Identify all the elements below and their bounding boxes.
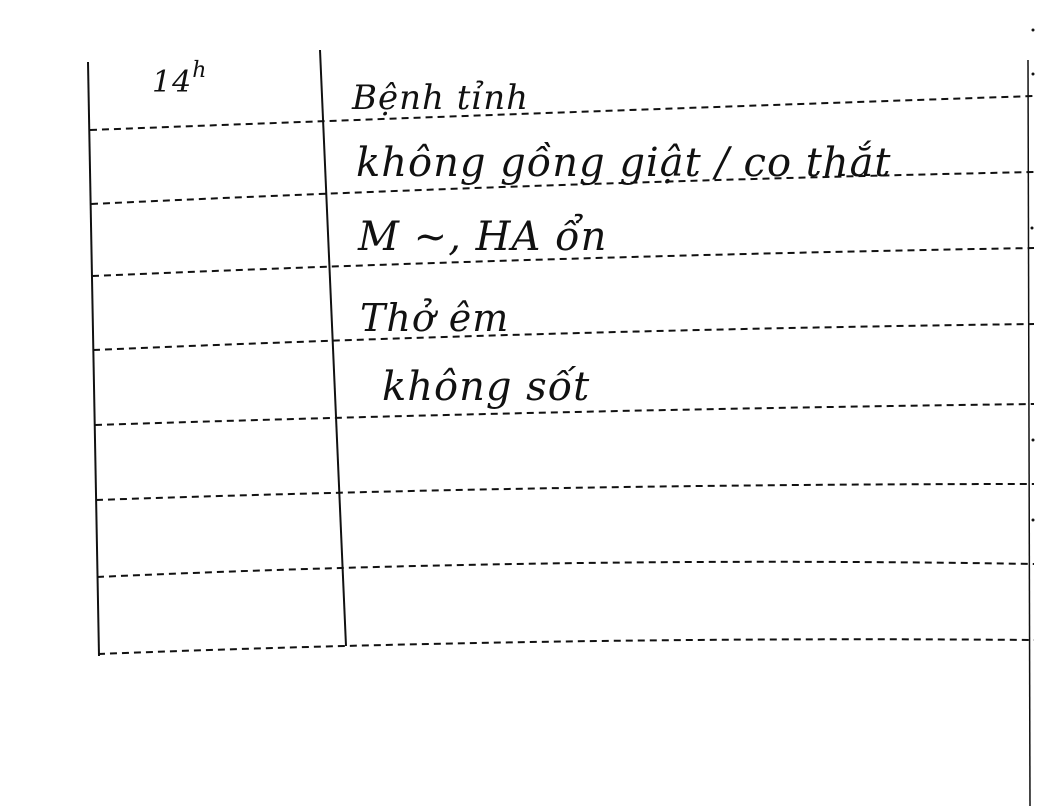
time-entry [152, 58, 208, 100]
margin-dot [1032, 29, 1035, 32]
time-unit: h [192, 58, 208, 83]
row-line [97, 562, 1034, 577]
row-line [98, 639, 1034, 654]
row-line [90, 96, 1034, 130]
margin-dot [1032, 439, 1035, 442]
note-line: Thở êm [360, 296, 510, 340]
note-line: M ~, HA ổn [358, 214, 608, 260]
margin-dot [1032, 73, 1035, 76]
margin-dot [1032, 519, 1035, 522]
time-hour: 14 [152, 65, 193, 100]
note-line: không gồng giật / co thắt [356, 140, 892, 186]
row-line [93, 324, 1034, 350]
row-line [96, 484, 1034, 500]
left-border-line [88, 62, 99, 656]
margin-dot [1031, 227, 1034, 230]
note-line: Bệnh tỉnh [352, 78, 530, 118]
note-line: không sốt [382, 364, 591, 410]
column-divider-line [320, 50, 346, 646]
